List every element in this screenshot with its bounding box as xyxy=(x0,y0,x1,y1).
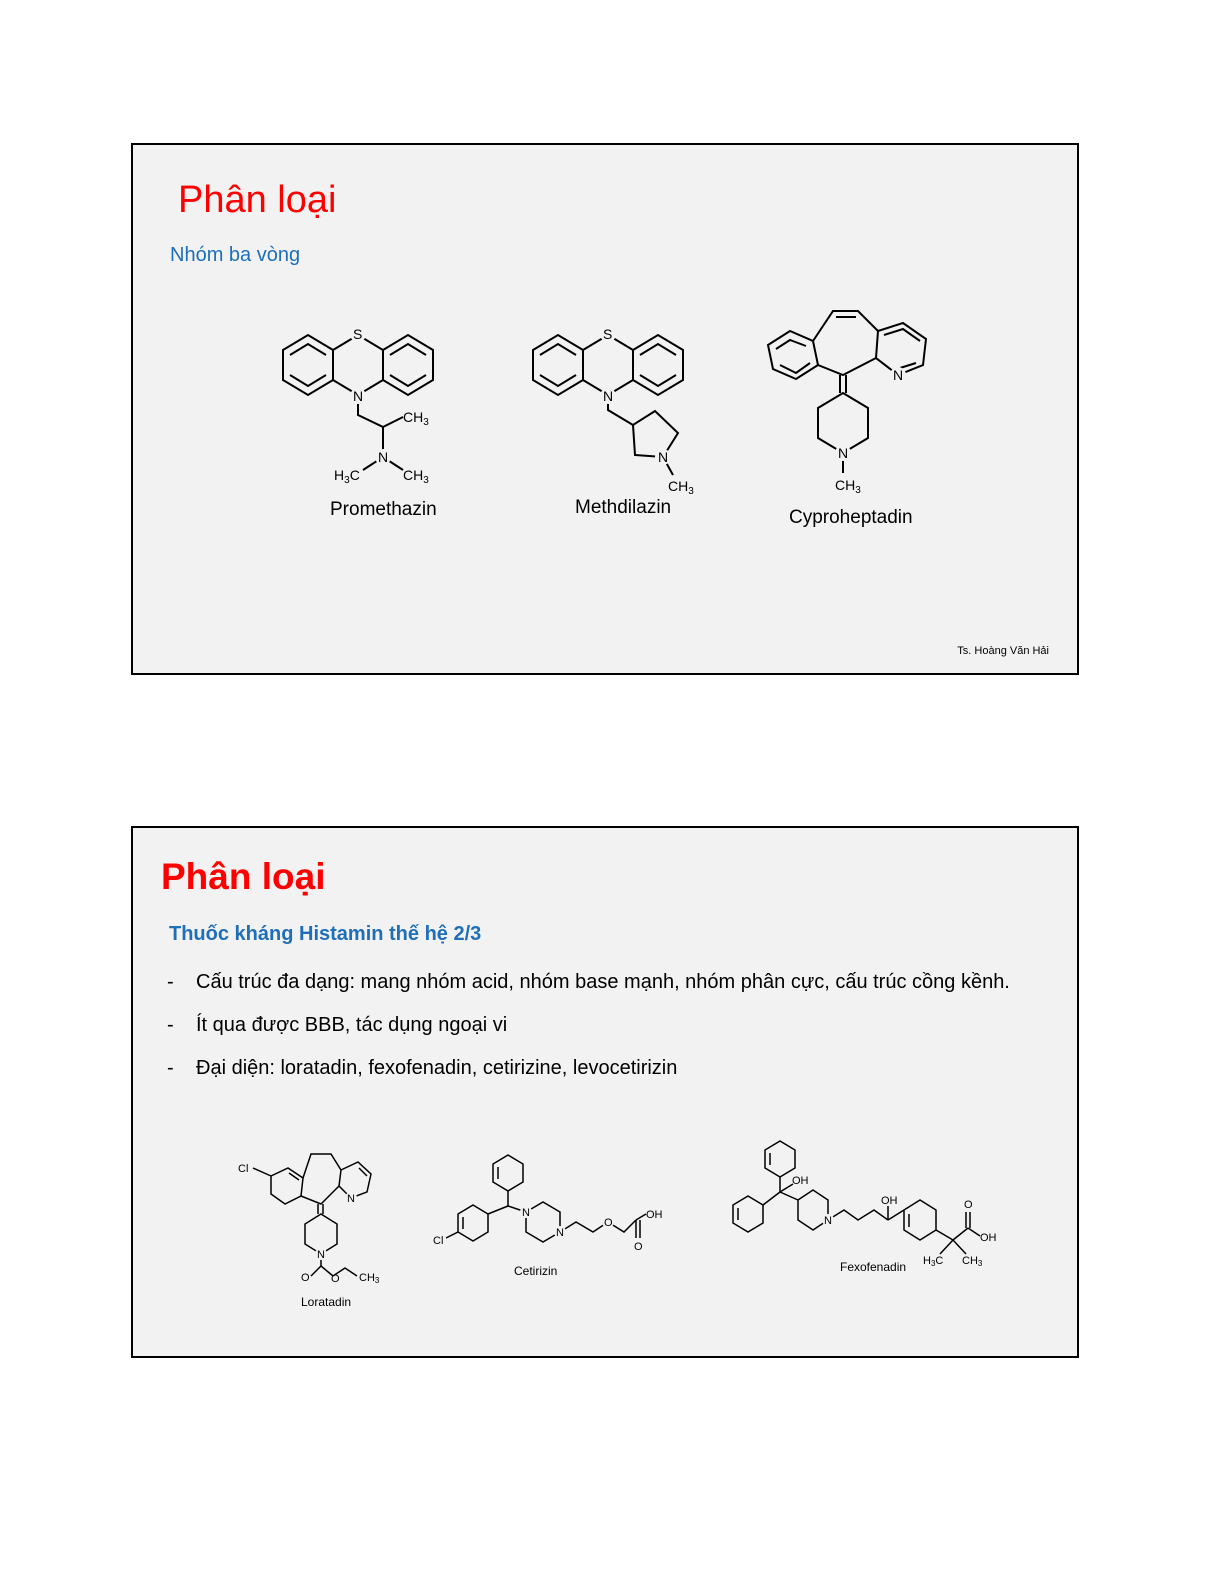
svg-text:OH: OH xyxy=(980,1232,997,1244)
cyproheptadin-structure xyxy=(758,303,933,498)
nitrogen-atom: N xyxy=(603,388,614,404)
svg-text:OH: OH xyxy=(881,1195,898,1207)
slide-title: Phân loại xyxy=(178,179,337,221)
bullet-item: - Đại diện: loratadin, fexofenadin, cetirizine, levocetirizin xyxy=(167,1047,1047,1090)
methyl-label: $CH_3$ xyxy=(403,467,429,486)
cetirizin-structure xyxy=(428,1150,673,1275)
slide-subtitle: Nhóm ba vòng xyxy=(170,244,301,266)
svg-text:H3C: H3C xyxy=(923,1255,944,1268)
methdilazin-structure xyxy=(523,315,708,500)
svg-text:N: N xyxy=(556,1227,564,1239)
svg-text:N: N xyxy=(347,1193,355,1205)
nitrogen-atom: N xyxy=(893,367,904,383)
methyl-label: $CH_3$ xyxy=(668,478,694,497)
svg-text:N: N xyxy=(824,1215,832,1227)
svg-text:OH: OH xyxy=(792,1175,809,1187)
molecule-name-cetirizin: Cetirizin xyxy=(514,1264,558,1278)
svg-text:CH3: CH3 xyxy=(359,1272,380,1285)
bullet-list xyxy=(167,961,1047,1090)
bullet-item: - Ít qua được BBB, tác dụng ngoại vi xyxy=(167,1004,1047,1047)
molecule-name-fexofenadin: Fexofenadin xyxy=(840,1260,907,1274)
svg-text:N: N xyxy=(317,1249,325,1261)
slide-subtitle: Thuốc kháng Histamin thế hệ 2/3 xyxy=(169,923,482,945)
svg-text:Cl: Cl xyxy=(238,1163,249,1175)
nitrogen-atom: N xyxy=(353,388,364,404)
svg-text:O: O xyxy=(301,1272,310,1284)
nitrogen-atom: N xyxy=(838,445,849,461)
svg-text:Cl: Cl xyxy=(433,1235,444,1247)
molecule-name-methdilazin: Methdilazin xyxy=(575,497,672,518)
svg-text:CH3: CH3 xyxy=(962,1255,983,1268)
svg-text:O: O xyxy=(964,1199,973,1211)
molecule-name-loratadin: Loratadin xyxy=(301,1295,352,1309)
promethazin-structure xyxy=(273,315,448,495)
methyl-label: $CH_3$ xyxy=(835,477,861,496)
loratadin-structure xyxy=(233,1146,393,1291)
svg-text:N: N xyxy=(522,1207,530,1219)
nitrogen-atom: N xyxy=(378,449,389,465)
molecule-name-cyproheptadin: Cyproheptadin xyxy=(789,507,913,528)
slide-1 xyxy=(131,143,1079,675)
sulfur-atom: S xyxy=(603,326,613,342)
svg-text:O: O xyxy=(331,1273,340,1285)
sulfur-atom: S xyxy=(353,326,363,342)
molecule-name-promethazin: Promethazin xyxy=(330,499,437,520)
svg-text:O: O xyxy=(634,1241,643,1253)
methyl-label: $H_3C$ xyxy=(334,467,360,486)
bullet-item: - Cấu trúc đa dạng: mang nhóm acid, nhóm base mạnh, nhóm phân cực, cấu trúc cồng kềnh. xyxy=(167,961,1047,1004)
methyl-label: $CH_3$ xyxy=(403,409,429,428)
svg-text:O: O xyxy=(604,1217,613,1229)
slide-title: Phân loại xyxy=(161,856,326,897)
slide-footer-author: Ts. Hoàng Văn Hải xyxy=(957,645,1049,657)
svg-text:OH: OH xyxy=(646,1209,663,1221)
nitrogen-atom: N xyxy=(658,449,669,465)
slide-2 xyxy=(131,826,1079,1358)
